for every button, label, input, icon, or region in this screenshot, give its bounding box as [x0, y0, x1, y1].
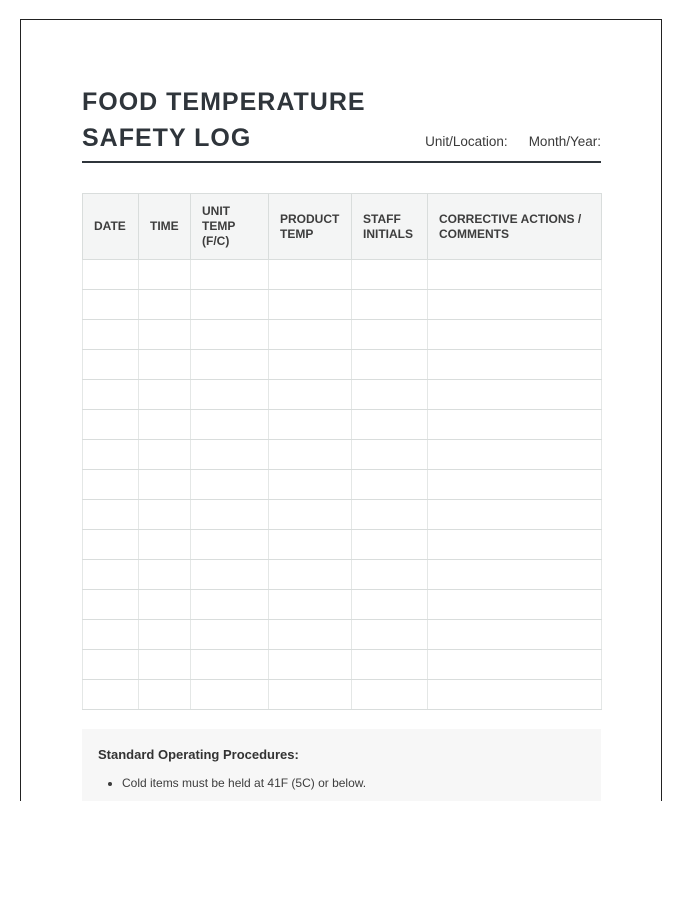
- table-row: [83, 410, 602, 440]
- empty-log-cell: [352, 380, 428, 410]
- empty-log-cell: [191, 440, 269, 470]
- table-row: [83, 500, 602, 530]
- sop-list: [98, 776, 585, 791]
- empty-log-cell: [428, 650, 602, 680]
- empty-log-cell: [191, 590, 269, 620]
- empty-log-cell: [83, 590, 139, 620]
- empty-log-cell: [269, 410, 352, 440]
- empty-log-cell: [269, 620, 352, 650]
- sop-item: • Cold items must be held at 41F (5C) or below.: [122, 776, 585, 791]
- empty-log-cell: [139, 470, 191, 500]
- empty-log-cell: [269, 500, 352, 530]
- header-divider: [82, 161, 601, 163]
- empty-log-cell: [191, 350, 269, 380]
- empty-log-cell: [269, 470, 352, 500]
- empty-log-cell: [269, 680, 352, 710]
- empty-log-cell: [352, 290, 428, 320]
- empty-log-cell: [428, 290, 602, 320]
- empty-log-cell: [191, 320, 269, 350]
- empty-log-cell: [139, 590, 191, 620]
- empty-log-cell: [191, 560, 269, 590]
- column-header-staff-initials: STAFF INITIALS: [352, 194, 428, 260]
- empty-log-cell: [269, 380, 352, 410]
- document-header: [82, 84, 601, 156]
- empty-log-cell: [139, 260, 191, 290]
- table-row: [83, 260, 602, 290]
- empty-log-cell: [191, 500, 269, 530]
- empty-log-cell: [352, 590, 428, 620]
- unit-location-label: Unit/Location:: [425, 134, 508, 149]
- empty-log-cell: [83, 500, 139, 530]
- empty-log-cell: [352, 650, 428, 680]
- empty-log-cell: [269, 590, 352, 620]
- empty-log-cell: [352, 260, 428, 290]
- empty-log-cell: [83, 380, 139, 410]
- empty-log-cell: [352, 560, 428, 590]
- temperature-log-table: [82, 193, 602, 710]
- empty-log-cell: [83, 320, 139, 350]
- header-row: [83, 194, 602, 260]
- empty-log-cell: [428, 380, 602, 410]
- column-header-product-temp: PRODUCT TEMP: [269, 194, 352, 260]
- empty-log-cell: [139, 680, 191, 710]
- empty-log-cell: [269, 290, 352, 320]
- empty-log-cell: [352, 440, 428, 470]
- table-row: [83, 290, 602, 320]
- empty-log-cell: [352, 320, 428, 350]
- empty-log-cell: [83, 350, 139, 380]
- empty-log-cell: [191, 650, 269, 680]
- empty-log-cell: [352, 680, 428, 710]
- sop-heading: Standard Operating Procedures:: [98, 747, 299, 762]
- empty-log-cell: [191, 680, 269, 710]
- empty-log-cell: [191, 260, 269, 290]
- table-row: [83, 440, 602, 470]
- empty-log-cell: [428, 530, 602, 560]
- empty-log-cell: [269, 650, 352, 680]
- empty-log-cell: [352, 530, 428, 560]
- empty-log-cell: [83, 410, 139, 440]
- empty-log-cell: [191, 380, 269, 410]
- empty-log-cell: [83, 260, 139, 290]
- empty-log-cell: [428, 320, 602, 350]
- log-table-header: [83, 194, 602, 260]
- empty-log-cell: [269, 530, 352, 560]
- empty-log-cell: [139, 500, 191, 530]
- meta-fields: [425, 134, 601, 156]
- empty-log-cell: [83, 680, 139, 710]
- column-header-corrective-actions: CORRECTIVE ACTIONS / COMMENTS: [428, 194, 602, 260]
- table-row: [83, 380, 602, 410]
- empty-log-cell: [83, 530, 139, 560]
- empty-log-cell: [428, 440, 602, 470]
- empty-log-cell: [83, 470, 139, 500]
- empty-log-cell: [139, 410, 191, 440]
- empty-log-cell: [269, 440, 352, 470]
- empty-log-cell: [428, 560, 602, 590]
- table-row: [83, 530, 602, 560]
- table-row: [83, 560, 602, 590]
- empty-log-cell: [352, 500, 428, 530]
- empty-log-cell: [352, 410, 428, 440]
- empty-log-cell: [428, 350, 602, 380]
- empty-log-cell: [428, 470, 602, 500]
- table-row: [83, 680, 602, 710]
- table-row: [83, 350, 602, 380]
- empty-log-cell: [83, 560, 139, 590]
- empty-log-cell: [352, 350, 428, 380]
- log-table-body: [83, 260, 602, 710]
- empty-log-cell: [139, 530, 191, 560]
- empty-log-cell: [352, 620, 428, 650]
- page-title: FOOD TEMPERATURE SAFETY LOG: [82, 88, 366, 152]
- month-year-label: Month/Year:: [528, 134, 601, 149]
- empty-log-cell: [428, 680, 602, 710]
- empty-log-cell: [191, 470, 269, 500]
- empty-log-cell: [83, 650, 139, 680]
- empty-log-cell: [428, 500, 602, 530]
- empty-log-cell: [191, 530, 269, 560]
- empty-log-cell: [139, 290, 191, 320]
- empty-log-cell: [139, 650, 191, 680]
- column-header-unit-temp: UNIT TEMP (F/C): [191, 194, 269, 260]
- table-row: [83, 620, 602, 650]
- table-row: [83, 590, 602, 620]
- sop-section: [82, 729, 601, 801]
- empty-log-cell: [191, 620, 269, 650]
- empty-log-cell: [269, 350, 352, 380]
- empty-log-cell: [139, 620, 191, 650]
- empty-log-cell: [83, 440, 139, 470]
- empty-log-cell: [269, 320, 352, 350]
- document-page: [20, 19, 662, 801]
- column-header-date: DATE: [83, 194, 139, 260]
- empty-log-cell: [139, 560, 191, 590]
- empty-log-cell: [139, 380, 191, 410]
- empty-log-cell: [191, 410, 269, 440]
- empty-log-cell: [428, 410, 602, 440]
- empty-log-cell: [269, 260, 352, 290]
- empty-log-cell: [83, 290, 139, 320]
- column-header-time: TIME: [139, 194, 191, 260]
- empty-log-cell: [352, 470, 428, 500]
- empty-log-cell: [428, 620, 602, 650]
- table-row: [83, 650, 602, 680]
- empty-log-cell: [83, 620, 139, 650]
- empty-log-cell: [139, 350, 191, 380]
- empty-log-cell: [139, 320, 191, 350]
- empty-log-cell: [269, 560, 352, 590]
- empty-log-cell: [191, 290, 269, 320]
- table-row: [83, 470, 602, 500]
- empty-log-cell: [428, 260, 602, 290]
- empty-log-cell: [139, 440, 191, 470]
- empty-log-cell: [428, 590, 602, 620]
- table-row: [83, 320, 602, 350]
- document-content: [21, 20, 661, 801]
